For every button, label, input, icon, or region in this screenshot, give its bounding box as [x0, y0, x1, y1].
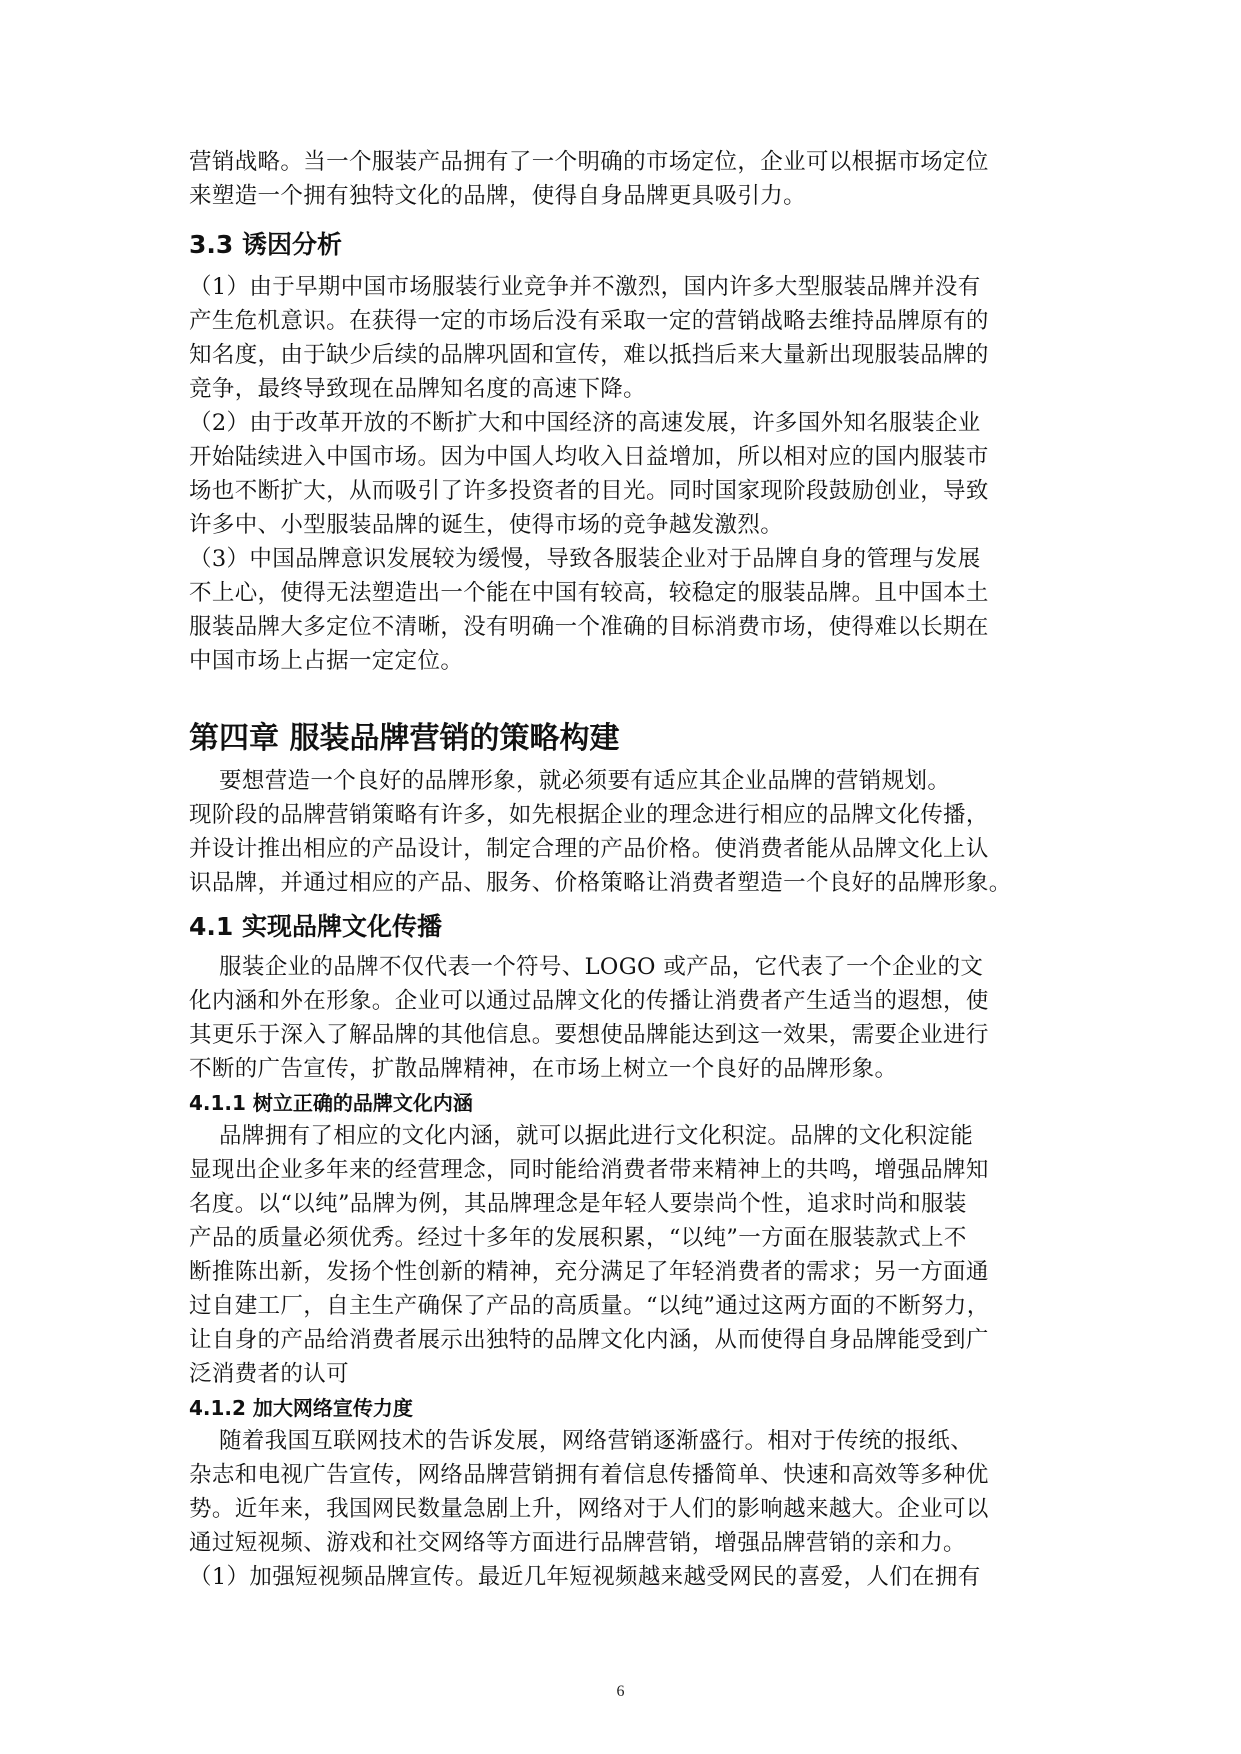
text-line: 产生危机意识。在获得一定的市场后没有采取一定的营销战略去维持品牌原有的: [189, 308, 989, 334]
text-line: 显现出企业多年来的经营理念，同时能给消费者带来精神上的共鸣，增强品牌知: [189, 1157, 989, 1183]
text-line: 现阶段的品牌营销策略有许多，如先根据企业的理念进行相应的品牌文化传播，: [189, 802, 989, 828]
text-line: （1）加强短视频品牌宣传。最近几年短视频越来越受网民的喜爱，人们在拥有: [189, 1564, 981, 1590]
text-line: 品牌拥有了相应的文化内涵，就可以据此进行文化积淀。品牌的文化积淀能: [189, 1123, 974, 1149]
text-line: 开始陆续进入中国市场。因为中国人均收入日益增加，所以相对应的国内服装市: [189, 444, 989, 470]
text-line: 识品牌，并通过相应的产品、服务、价格策略让消费者塑造一个良好的品牌形象。: [189, 870, 1012, 896]
text-line: 杂志和电视广告宣传，网络品牌营销拥有着信息传播简单、快速和高效等多种优: [189, 1462, 989, 1488]
text-line: 过自建工厂，自主生产确保了产品的高质量。“以纯”通过这两方面的不断努力，: [189, 1293, 990, 1319]
chapter-4: [189, 716, 1061, 900]
text-line: 场也不断扩大，从而吸引了许多投资者的目光。同时国家现阶段鼓励创业，导致: [189, 478, 989, 504]
text-line: 并设计推出相应的产品设计，制定合理的产品价格。使消费者能从品牌文化上认: [189, 836, 989, 862]
subsection-heading: 4.1.1 树立正确的品牌文化内涵: [189, 1091, 473, 1115]
chapter-heading: 第四章 服装品牌营销的策略构建: [189, 721, 620, 756]
text-line: 泛消费者的认可: [189, 1361, 349, 1387]
text-line: 竞争，最终导致现在品牌知名度的高速下降。: [189, 376, 647, 402]
section-4-1: [189, 908, 1061, 1086]
text-line: 不断的广告宣传，扩散品牌精神，在市场上树立一个良好的品牌形象。: [189, 1056, 898, 1082]
section-3-3: [189, 226, 1061, 678]
subsection-heading: 4.1.2 加大网络宣传力度: [189, 1396, 413, 1420]
text-line: 名度。以“以纯”品牌为例，其品牌理念是年轻人要崇尚个性，追求时尚和服装: [189, 1191, 967, 1217]
text-line: 营销战略。当一个服装产品拥有了一个明确的市场定位，企业可以根据市场定位: [189, 149, 989, 175]
text-line: 要想营造一个良好的品牌形象，就必须要有适应其企业品牌的营销规划。: [189, 768, 951, 794]
text-line: 通过短视频、游戏和社交网络等方面进行品牌营销，增强品牌营销的亲和力。: [189, 1530, 966, 1556]
text-line: 断推陈出新，发扬个性创新的精神，充分满足了年轻消费者的需求；另一方面通: [189, 1259, 989, 1285]
section-4-1-1: [189, 1087, 1061, 1391]
text-line: 服装品牌大多定位不清晰，没有明确一个准确的目标消费市场，使得难以长期在: [189, 614, 989, 640]
text-line: （1）由于早期中国市场服装行业竞争并不激烈，国内许多大型服装品牌并没有: [189, 274, 981, 300]
text-line: （2）由于改革开放的不断扩大和中国经济的高速发展，许多国外知名服装企业: [189, 410, 981, 436]
text-line: 许多中、小型服装品牌的诞生，使得市场的竞争越发激烈。: [189, 512, 784, 538]
text-line: 不上心，使得无法塑造出一个能在中国有较高，较稳定的服装品牌。且中国本土: [189, 580, 989, 606]
text-line: 其更乐于深入了解品牌的其他信息。要想使品牌能达到这一效果，需要企业进行: [189, 1022, 989, 1048]
section-heading: 3.3 诱因分析: [189, 230, 342, 259]
intro-paragraph: [189, 145, 1061, 213]
text-line: 产品的质量必须优秀。经过十多年的发展积累，“以纯”一方面在服装款式上不: [189, 1225, 967, 1251]
text-line: 来塑造一个拥有独特文化的品牌，使得自身品牌更具吸引力。: [189, 183, 806, 209]
text-line: 势。近年来，我国网民数量急剧上升，网络对于人们的影响越来越大。企业可以: [189, 1496, 989, 1522]
text-line: 让自身的产品给消费者展示出独特的品牌文化内涵，从而使得自身品牌能受到广: [189, 1327, 989, 1353]
page-content: [189, 145, 1061, 1594]
text-line: 化内涵和外在形象。企业可以通过品牌文化的传播让消费者产生适当的遐想，使: [189, 988, 989, 1014]
page-number: 6: [616, 1683, 625, 1700]
text-line: 知名度，由于缺少后续的品牌巩固和宣传，难以抵挡后来大量新出现服装品牌的: [189, 342, 989, 368]
section-heading: 4.1 实现品牌文化传播: [189, 912, 442, 941]
text-line: 中国市场上占据一定定位。: [189, 648, 464, 674]
text-line: 服装企业的品牌不仅代表一个符号、LOGO 或产品，它代表了一个企业的文: [189, 954, 984, 980]
text-line: （3）中国品牌意识发展较为缓慢，导致各服装企业对于品牌自身的管理与发展: [189, 546, 981, 572]
section-4-1-2: [189, 1392, 1061, 1594]
text-line: 随着我国互联网技术的告诉发展，网络营销逐渐盛行。相对于传统的报纸、: [189, 1428, 974, 1454]
